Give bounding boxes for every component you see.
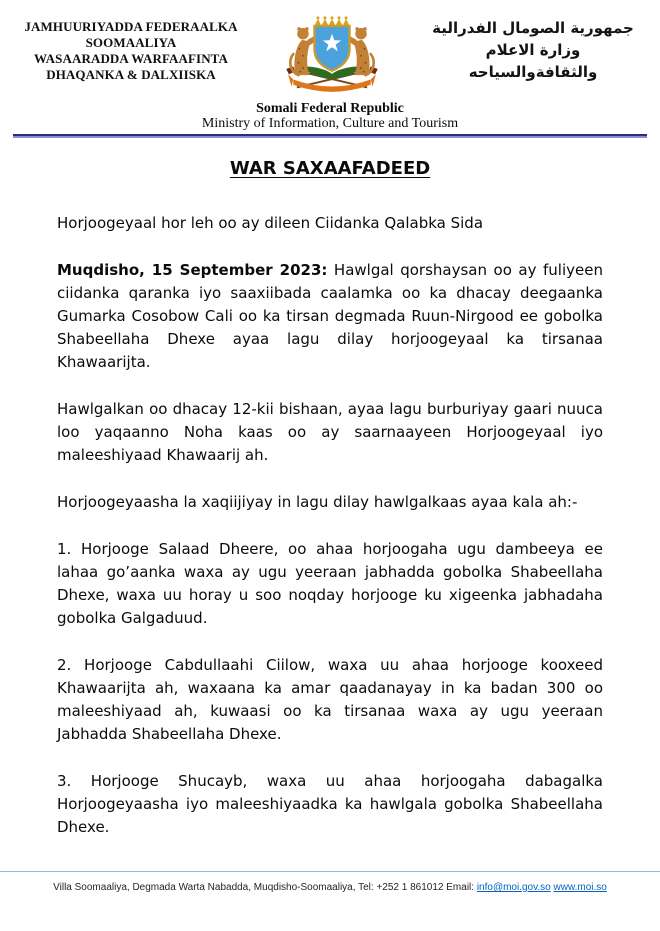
dateline-lead: Muqdisho, 15 September 2023: [57,261,328,279]
list-item-text: Horjooge Salaad Dheere, oo ahaa horjoogaha ugu dambeeya ee lahaa go’aanka waxa ay ugu yeeraan jabhadda gobolka Shabeellaha Dhexe, waxa uu horay u soo noqday horjooge ku xigeenka jabhadaha gobolka Galgaduud. [57,540,603,627]
document-body [57,158,603,839]
letterhead-caption [0,101,660,131]
list-item [57,654,603,746]
list-item-number: 2. [57,656,72,674]
paragraph-dateline [57,259,603,374]
letterhead [0,0,660,102]
footer-address: Villa Soomaaliya, Degmada Warta Nabadda, Muqdisho-Soomaaliya, Tel: +252 1 861012 Email: [53,882,475,893]
paragraph-text: Horjoogeyaasha la xaqiijiyay in lagu dilay hawlgalkaas ayaa kala ah:- [57,493,578,511]
ministry-name-somali-line: DHAQANKA & DALXIISKA [46,67,216,82]
ministry-name-somali-line: SOOMAALIYA [85,35,177,50]
ministry-name-somali-line: JAMHUURIYADDA FEDERAALKA [24,19,238,34]
ministry-name-arabic-line: والثقافةوالسياحه [468,63,598,81]
page-footer [0,871,660,895]
ministry-name-arabic [422,10,644,83]
ministry-name-arabic-line: جمهورية الصومال الفدرالية [432,19,634,37]
ministry-name-arabic-line: وزارة الاعلام [485,41,581,59]
ministry-name-somali [20,10,242,83]
paragraph [57,491,603,514]
page-title: WAR SAXAAFADEED [229,158,431,179]
footer-contact-line [0,881,660,895]
paragraph-text: Hawlgalkan oo dhacay 12-kii bishaan, ayaa lagu burburiyay gaari nuuca loo yaqaanno Noha kaas oo ay saarnaayeen Horjoogeyaal iyo maleeshiyaad Khawaarij ah. [57,400,603,464]
ministry-name-english: Ministry of Information, Culture and Tourism [201,116,459,131]
footer-website-link[interactable]: www.moi.so [553,882,607,893]
list-item-text: Horjooge Shucayb, waxa uu ahaa horjoogaha dabagalka Horjoogeyaasha iyo maleeshiyaadka ka hawlgala gobolka Shabeellaha Dhexe. [57,772,603,836]
ministry-name-somali-line: WASAARADDA WARFAAFINTA [34,51,228,66]
emblem-container [242,10,422,102]
list-item-number: 1. [57,540,72,558]
letterhead-rule [13,134,647,138]
paragraph-text: Hawlgal qorshaysan oo ay fuliyeen ciidanka qaranka iyo saaxiibada caalamka oo ka dhacay deegaanka Gumarka Cosobow Cali oo ka tirsan degmada Ruun-Nirgood ee gobolka Shabeellaha Dhexe ayaa lagu dilay horjoogeyaal ka tirsanaa Khawaarijta. [57,261,603,371]
list-item-number: 3. [57,772,72,790]
paragraph [57,398,603,467]
press-release-headline: Horjoogeyaal hor leh oo ay dileen Ciidanka Qalabka Sida [57,214,484,232]
footer-email-link[interactable]: info@moi.gov.so [476,882,551,893]
list-item [57,770,603,839]
list-item-text: Horjooge Cabdullaahi Ciilow, waxa uu ahaa horjooge kooxeed Khawaarijta ah, waxaana ka amar qaadanayay in ka badan 300 oo maleeshiyaad ah, kuwaasi oo ka tirsanaa waxa ay ugu yeeraan Jabhadda Shabeellaha Dhexe. [57,656,603,743]
somalia-coat-of-arms-icon [279,83,385,102]
list-item [57,538,603,630]
republic-name: Somali Federal Republic [256,101,404,116]
